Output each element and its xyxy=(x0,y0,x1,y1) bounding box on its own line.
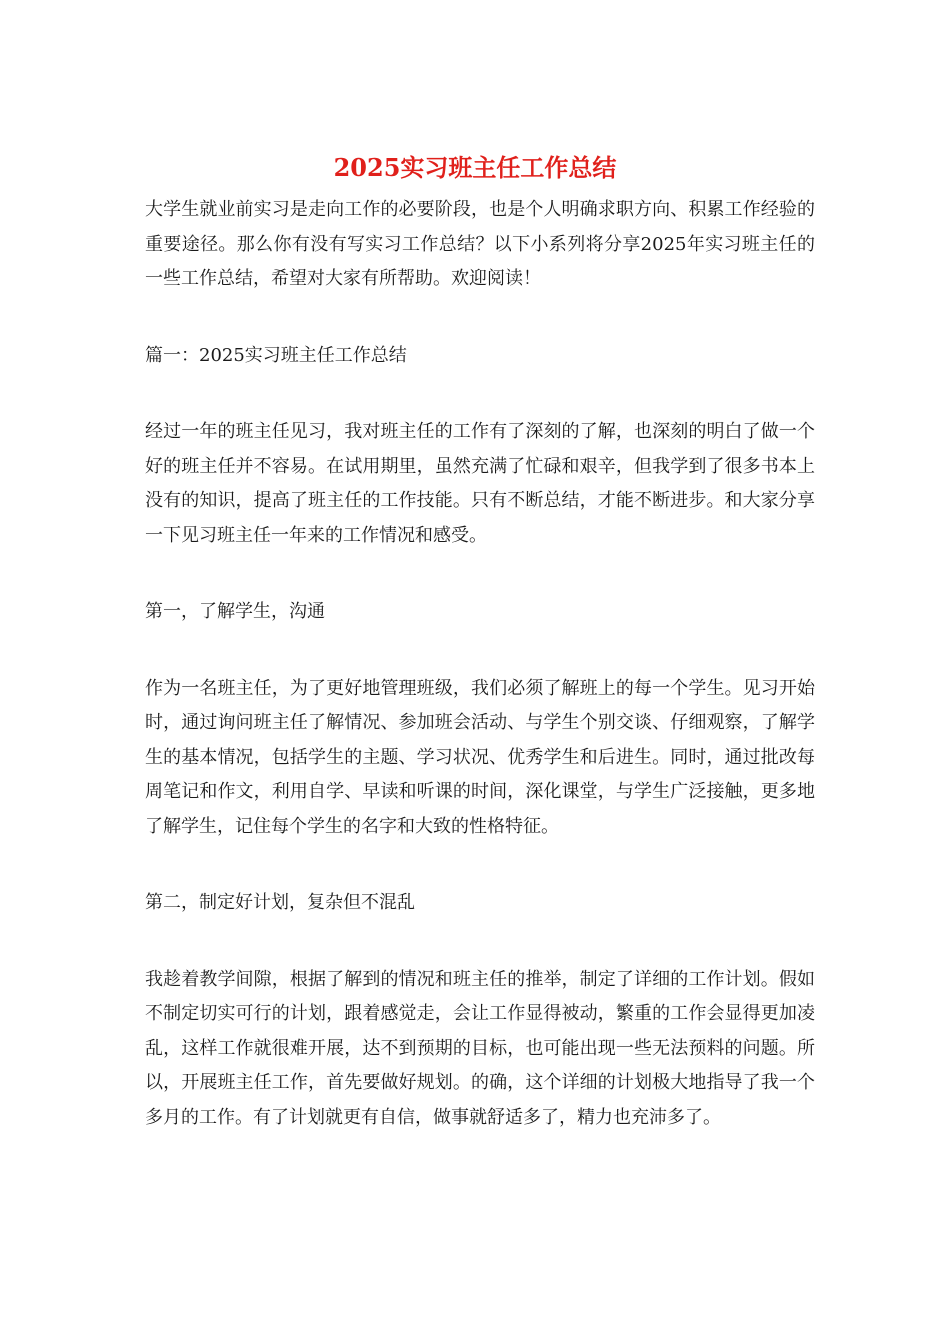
document-body xyxy=(145,193,815,1135)
body-paragraph: 作为一名班主任，为了更好地管理班级，我们必须了解班上的每一个学生。见习开始时，通过询问班主任了解情况、参加班会活动、与学生个别交谈、仔细观察，了解学生的基本情况，包括学生的主题、学习状况、优秀学生和后进生。同时，通过批改每周笔记和作文，利用自学、早读和听课的时间，深化课堂，与学生广泛接触，更多地了解学生，记住每个学生的名字和大致的性格特征。 xyxy=(145,677,815,837)
body-paragraph: 经过一年的班主任见习，我对班主任的工作有了深刻的了解，也深刻的明白了做一个好的班主任并不容易。在试用期里，虽然充满了忙碌和艰辛，但我学到了很多书本上没有的知识，提高了班主任的工作技能。只有不断总结，才能不断进步。和大家分享一下见习班主任一年来的工作情况和感受。 xyxy=(145,421,815,546)
intro-paragraph: 大学生就业前实习是走向工作的必要阶段，也是个人明确求职方向、积累工作经验的重要途径。那么你有没有写实习工作总结？以下小系列将分享2025年实习班主任的一些工作总结，希望对大家有所帮助。欢迎阅读！ xyxy=(145,199,815,289)
subheading-first: 第一，了解学生，沟通 xyxy=(145,601,325,622)
section-heading-part-one: 篇一：2025实习班主任工作总结 xyxy=(145,344,407,366)
document-title: 2025实习班主任工作总结 xyxy=(333,153,617,182)
subheading-second: 第二，制定好计划，复杂但不混乱 xyxy=(145,892,415,913)
body-paragraph: 我趁着教学间隙，根据了解到的情况和班主任的推举，制定了详细的工作计划。假如不制定切实可行的计划，跟着感觉走，会让工作显得被动，繁重的工作会显得更加凌乱，这样工作就很难开展，达不到预期的目标，也可能出现一些无法预料的问题。所以，开展班主任工作，首先要做好规划。的确，这个详细的计划极大地指导了我一个多月的工作。有了计划就更有自信，做事就舒适多了，精力也充沛多了。 xyxy=(145,968,815,1128)
